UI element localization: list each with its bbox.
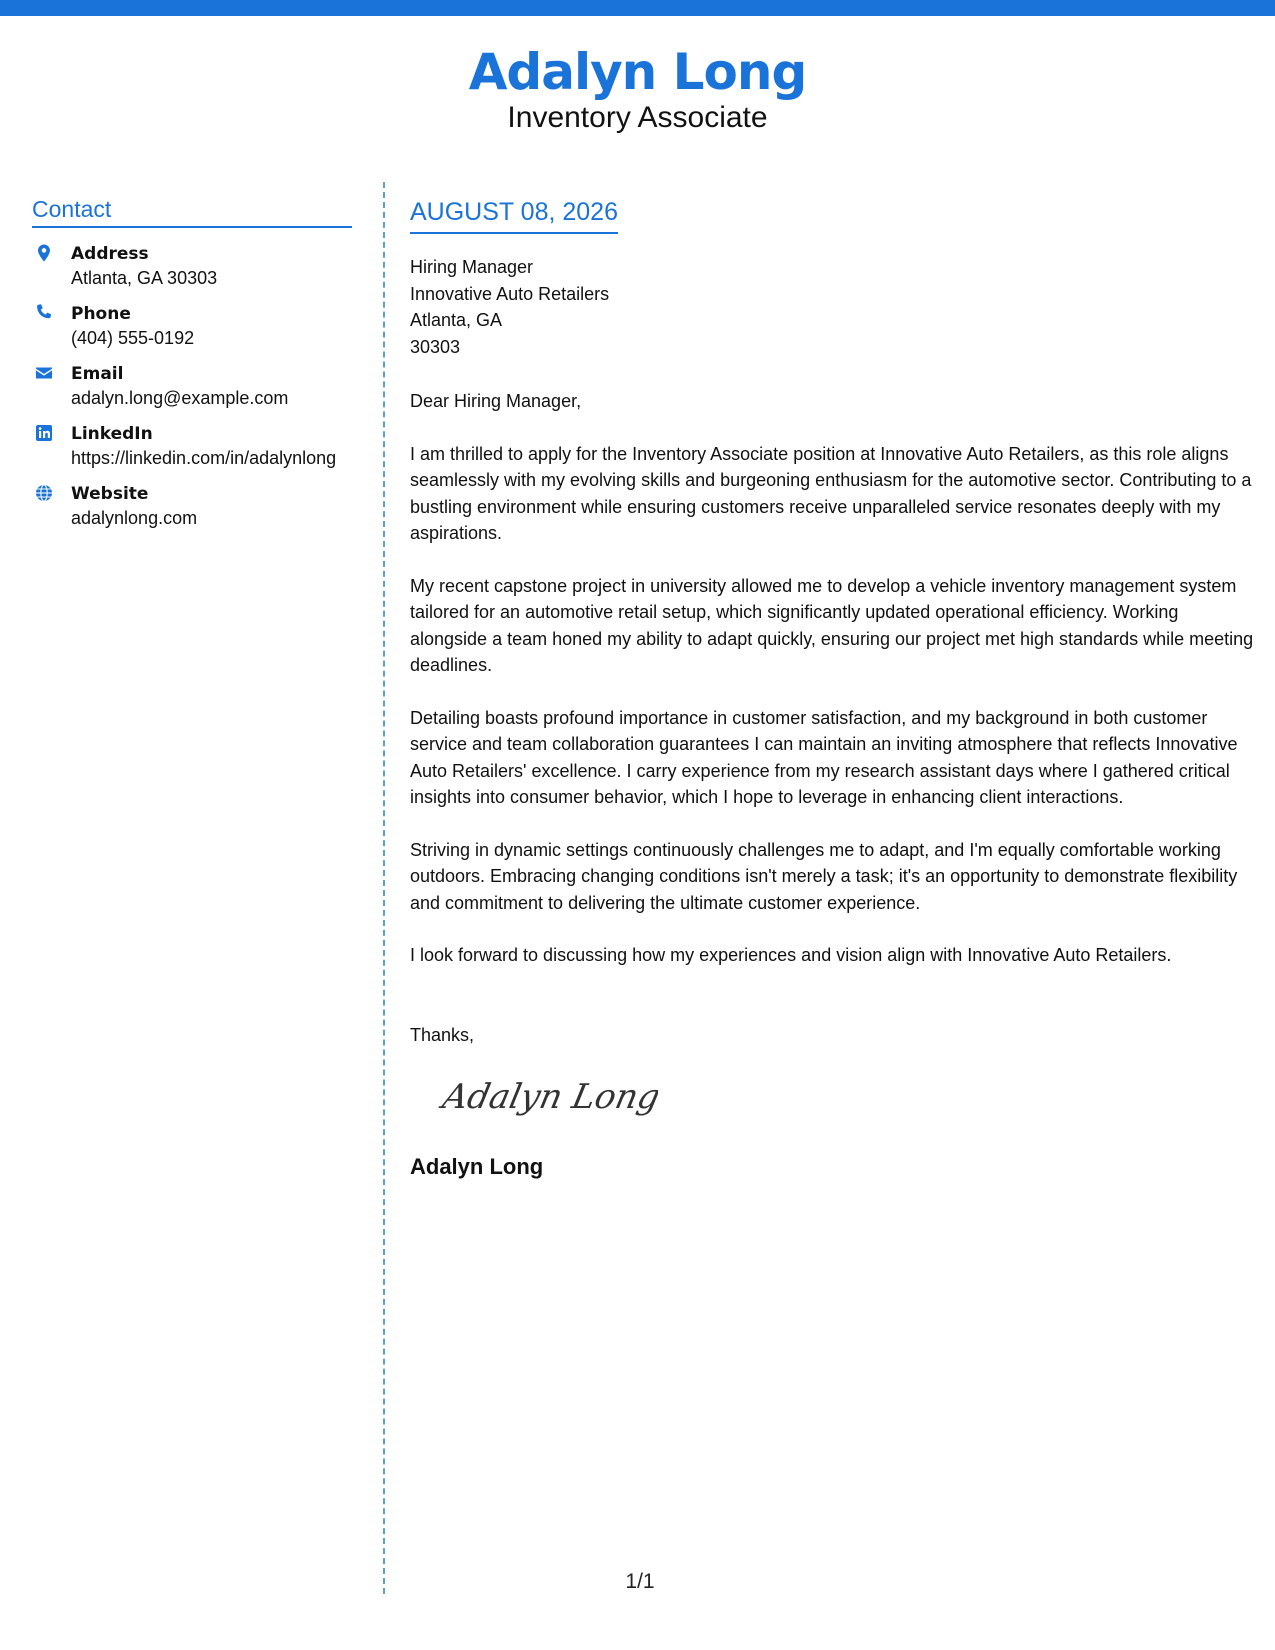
page-number: 1/1	[625, 1570, 655, 1593]
letter-date: AUGUST 08, 2026	[410, 198, 618, 234]
contact-label: Email	[71, 364, 124, 384]
contact-list	[32, 242, 352, 530]
svg-text:Adalyn Long: Adalyn Long	[439, 1077, 658, 1117]
recipient-line: 30303	[410, 336, 461, 357]
recipient-line: Hiring Manager	[410, 257, 534, 277]
contact-label: Website	[71, 484, 149, 504]
contact-value[interactable]: https://linkedin.com/in/adalynlong	[71, 448, 337, 468]
column-divider	[383, 182, 385, 1594]
body-paragraph: I look forward to discussing how my experiences and vision align with Innovative Auto Retailers.	[410, 945, 1172, 965]
salutation: Dear Hiring Manager,	[410, 391, 582, 411]
contact-item-email	[32, 362, 352, 410]
candidate-name: Adalyn Long	[468, 43, 807, 101]
contact-value: (404) 555-0192	[71, 328, 195, 348]
contact-item-address	[32, 242, 352, 290]
globe-icon	[34, 483, 54, 503]
phone-icon	[34, 303, 54, 323]
contact-value: Atlanta, GA 30303	[71, 268, 218, 288]
signed-name: Adalyn Long	[410, 1154, 544, 1179]
recipient-block	[410, 254, 1255, 360]
header	[0, 40, 1275, 136]
map-pin-icon	[34, 243, 54, 263]
contact-heading: Contact	[32, 196, 352, 228]
contact-label: Address	[71, 244, 149, 264]
top-accent-bar	[0, 0, 1275, 16]
body-paragraph: Striving in dynamic settings continuously challenges me to adapt, and I'm equally comfortable working outdoors. Embracing changing conditions isn't merely a task; it's an opportunity to demonstrate flexibility and commitment to delivering the ultimate customer experience.	[410, 839, 1238, 913]
job-title: Inventory Associate	[507, 101, 768, 134]
contact-label: LinkedIn	[71, 424, 153, 444]
recipient-line: Atlanta, GA	[410, 310, 503, 330]
body-paragraph: Detailing boasts profound importance in customer satisfaction, and my background in both customer service and team collaboration guarantees I can maintain an inviting atmosphere that reflects Innovative Auto Retailers' excellence. I carry experience from my research assistant days where I gathered critical insights into consumer behavior, which I hope to leverage in enhancing client interactions.	[410, 707, 1238, 807]
recipient-line: Innovative Auto Retailers	[410, 283, 610, 304]
contact-item-linkedin	[32, 422, 352, 470]
envelope-icon	[34, 363, 54, 383]
handwritten-signature	[438, 1066, 658, 1126]
linkedin-icon	[34, 423, 54, 443]
contact-item-website	[32, 482, 352, 530]
contact-label: Phone	[71, 304, 131, 324]
contact-item-phone	[32, 302, 352, 350]
closing: Thanks,	[410, 1024, 475, 1045]
contact-value: adalyn.long@example.com	[71, 388, 289, 408]
body-paragraph: I am thrilled to apply for the Inventory Associate position at Innovative Auto Retailers, as this role aligns seamlessly with my evolving skills and burgeoning enthusiasm for the automotive sector. Contributing to a bustling environment while ensuring customers receive unparalleled service resonates deeply with my aspirations.	[410, 443, 1252, 543]
body-paragraph: My recent capstone project in university allowed me to develop a vehicle inventory management system tailored for an automotive retail setup, which significantly updated operational efficiency. Working alongside a team honed my ability to adapt quickly, ensuring our project met high standards while meeting deadlines.	[410, 575, 1254, 675]
letter-body	[410, 198, 1255, 1181]
contact-value[interactable]: adalynlong.com	[71, 508, 198, 528]
contact-sidebar	[32, 196, 352, 542]
